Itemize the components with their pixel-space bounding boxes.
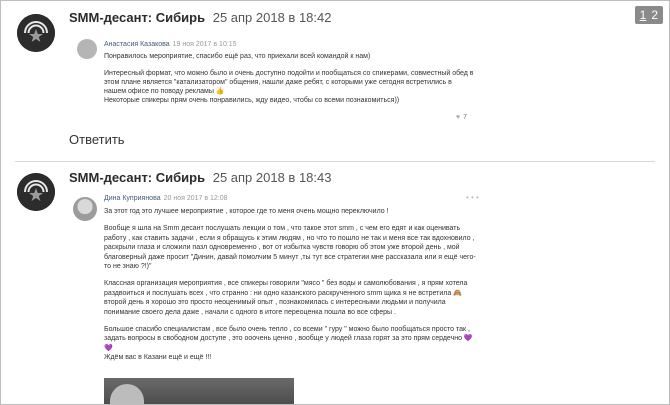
timestamp[interactable]: 25 апр 2018 в 18:42 (212, 10, 332, 25)
like-counter[interactable] (456, 114, 467, 121)
quoted-text (104, 207, 476, 363)
reply-button[interactable]: Ответить (69, 132, 125, 147)
author-name[interactable]: SMM-десант: Сибирь (69, 10, 206, 25)
quoted-avatar[interactable] (77, 39, 97, 59)
quoted-text (104, 52, 474, 105)
quoted-author-name[interactable]: Анастасия Казакова (104, 41, 170, 48)
quoted-author (104, 195, 228, 202)
photo-subject (110, 384, 144, 405)
avatar[interactable] (17, 173, 55, 211)
quoted-paragraph: Классная организация мероприятия , все спикеры говорили "мясо " без воды и самолюбования , я прям хотела раздвоиться и послушать всех , что странно : ни одно казанского раскрученного smm щика я не встретила 🙈 второй день я хорошо это просто неоценимый опыт , познакомилась с интересными людьми и получила понимание своего дела даже , начали с одного в итоге переоценка пошла во все сферы . (104, 280, 468, 316)
quoted-line: Большое спасибо специалистам , все было очень тепло , со всеми " гуру " можно было пообщаться просто так , задать вопросы в свободном доступе , это ооочень ценно , вообще у людей глаза горят за это прям сердечно 💜💜 (104, 326, 473, 352)
more-options-icon[interactable]: • • • (466, 193, 479, 202)
heart-icon: ♥ (456, 114, 461, 121)
quoted-author (104, 41, 237, 48)
quoted-avatar[interactable] (73, 197, 97, 221)
quoted-paragraph: Вообще я шла на Smm десант послушать лекции о том , что такое этот smm , с чем его едят и как оценивать работу , как ставить задачи , если я обращусь к этим людям , но что то пошло не так и меня все так вдохновило , раскрыли глаза и сложили пазл одновременно , вот от избытка чувств говорю об этом уже второй день , мой благоверный даже просит "Динин, давай помолчим 5 минут ,ты тут все стратегии мне рассказала или я ещё чего- то не знаю ?!)" (104, 225, 476, 271)
timestamp[interactable]: 25 апр 2018 в 18:43 (212, 170, 332, 185)
comment-header (69, 10, 331, 25)
pagination (635, 6, 663, 24)
avatar[interactable] (17, 14, 55, 52)
community-logo-icon (17, 173, 55, 211)
quoted-date: 19 ноя 2017 в 10:15 (172, 41, 237, 48)
community-logo-icon (17, 14, 55, 52)
comment-item (1, 1, 669, 161)
attached-photo[interactable] (104, 378, 294, 405)
author-name[interactable]: SMM-десант: Сибирь (69, 170, 206, 185)
quoted-paragraph: Понравилось мероприятие, спасибо ещё раз, что приехали всей командой к нам) (104, 53, 371, 60)
quoted-line: Ждём вас в Казани ещё и ещё !!! (104, 354, 212, 362)
like-count: 7 (463, 114, 468, 121)
quoted-paragraph (104, 325, 476, 363)
quoted-paragraph: За этот год это лучшее мероприятие , которое где то меня очень мощно переключило ! (104, 208, 389, 215)
quoted-date: 20 ноя 2017 в 12:08 (163, 195, 228, 202)
quoted-author-name[interactable]: Дина Куприянова (104, 195, 161, 202)
page-1-link[interactable]: 1 (639, 8, 647, 22)
quoted-paragraph: Некоторые спикеры прям очень понравились, жду видео, чтобы со всеми познакомиться)) (104, 97, 400, 104)
comment-item (1, 161, 669, 405)
quoted-paragraph: Интересный формат, что можно было и очень доступно подойти и пообщаться со спикерами, совместный обед в этом плане является "катализатором" общения, нашли даже ребят, с которыми уже сегодня встретились в нашем офисе по поводу рекламы 👍 (104, 70, 474, 95)
page-2-link[interactable]: 2 (651, 8, 658, 22)
comment-header (69, 170, 331, 185)
